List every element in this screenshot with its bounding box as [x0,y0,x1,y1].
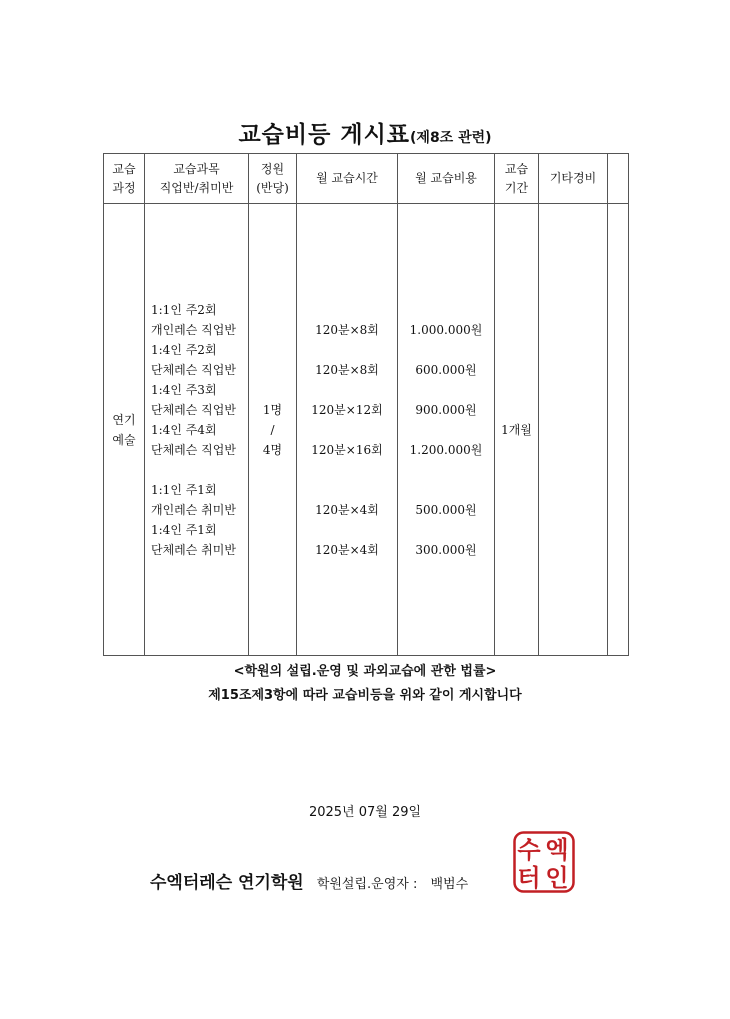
list-item: 단체레슨 직업반 [151,402,236,417]
header-hours: 월 교습시간 [297,154,398,204]
list-item: 1:4인 주3회 [151,382,217,397]
list-item: 1.000.000원 [409,322,483,337]
spacer [398,480,494,500]
list-item: 1:4인 주1회 [151,522,217,537]
course-cell: 연기 예술 [104,204,145,656]
fee-table [103,153,629,656]
other-cell [539,204,608,656]
period-cell: 1개월 [495,204,539,656]
list-item: 1:1인 주2회 [151,302,217,317]
header-course: 교습 과정 [104,154,145,204]
spacer [297,340,397,360]
document-date: 2025년 07월 29일 [308,805,422,820]
header-capacity: 정원 (반당) [249,154,297,204]
svg-text:인: 인 [545,864,569,892]
list-item: 120분×4회 [315,502,379,517]
spacer [151,460,248,480]
header-row [104,154,629,204]
academy-name: 수엑터레슨 연기학원 [150,873,304,893]
list-item: 600.000원 [415,362,477,377]
title-main: 교습비등 게시표 [238,122,411,148]
header-other: 기타경비 [539,154,608,204]
spacer [398,460,494,480]
capacity-cell: 1명 / 4명 [249,204,297,656]
table-row [104,204,629,656]
seal-stamp-icon [513,831,575,893]
list-item: 개인레슨 취미반 [151,502,236,517]
spacer [297,380,397,400]
spacer [398,420,494,440]
cost-cell [398,204,495,656]
operator-name: 백범수 [430,877,469,892]
subject-list [151,300,248,560]
subject-cell [145,204,249,656]
spacer [398,520,494,540]
spacer [297,460,397,480]
list-item: 1:1인 주1회 [151,482,217,497]
law-title: <학원의 설립.운영 및 과외교습에 관한 법률> [233,664,497,679]
svg-text:엑: 엑 [545,836,569,864]
header-period: 교습 기간 [495,154,539,204]
spacer [297,520,397,540]
list-item: 단체레슨 직업반 [151,442,236,457]
list-item: 120분×4회 [315,542,379,557]
extra-cell [608,204,629,656]
list-item: 120분×12회 [311,402,383,417]
law-statement: 제15조제3항에 따라 교습비등을 위와 같이 게시합니다 [208,688,522,703]
list-item: 1.200.000원 [409,442,483,457]
list-item: 120분×8회 [315,362,379,377]
list-item: 300.000원 [415,542,477,557]
spacer [398,300,494,320]
list-item: 900.000원 [415,402,477,417]
list-item: 120분×8회 [315,322,379,337]
svg-text:수: 수 [517,836,541,864]
list-item: 단체레슨 취미반 [151,542,236,557]
operator-label: 학원설립.운영자 : [316,877,418,892]
spacer [297,300,397,320]
header-extra [608,154,629,204]
hours-cell [297,204,398,656]
list-item: 1:4인 주4회 [151,422,217,437]
cost-list [398,300,494,560]
document-title [0,116,730,149]
hours-list [297,300,397,560]
spacer [297,420,397,440]
header-cost: 월 교습비용 [398,154,495,204]
list-item: 120분×16회 [311,442,383,457]
list-item: 1:4인 주2회 [151,342,217,357]
spacer [297,480,397,500]
signature-line [150,868,468,893]
header-subject: 교습과목 직업반/취미반 [145,154,249,204]
title-sub: (제8조 관련) [410,130,492,146]
svg-text:터: 터 [517,864,541,892]
list-item: 개인레슨 직업반 [151,322,236,337]
list-item: 500.000원 [415,502,477,517]
list-item: 단체레슨 직업반 [151,362,236,377]
spacer [398,340,494,360]
spacer [398,380,494,400]
